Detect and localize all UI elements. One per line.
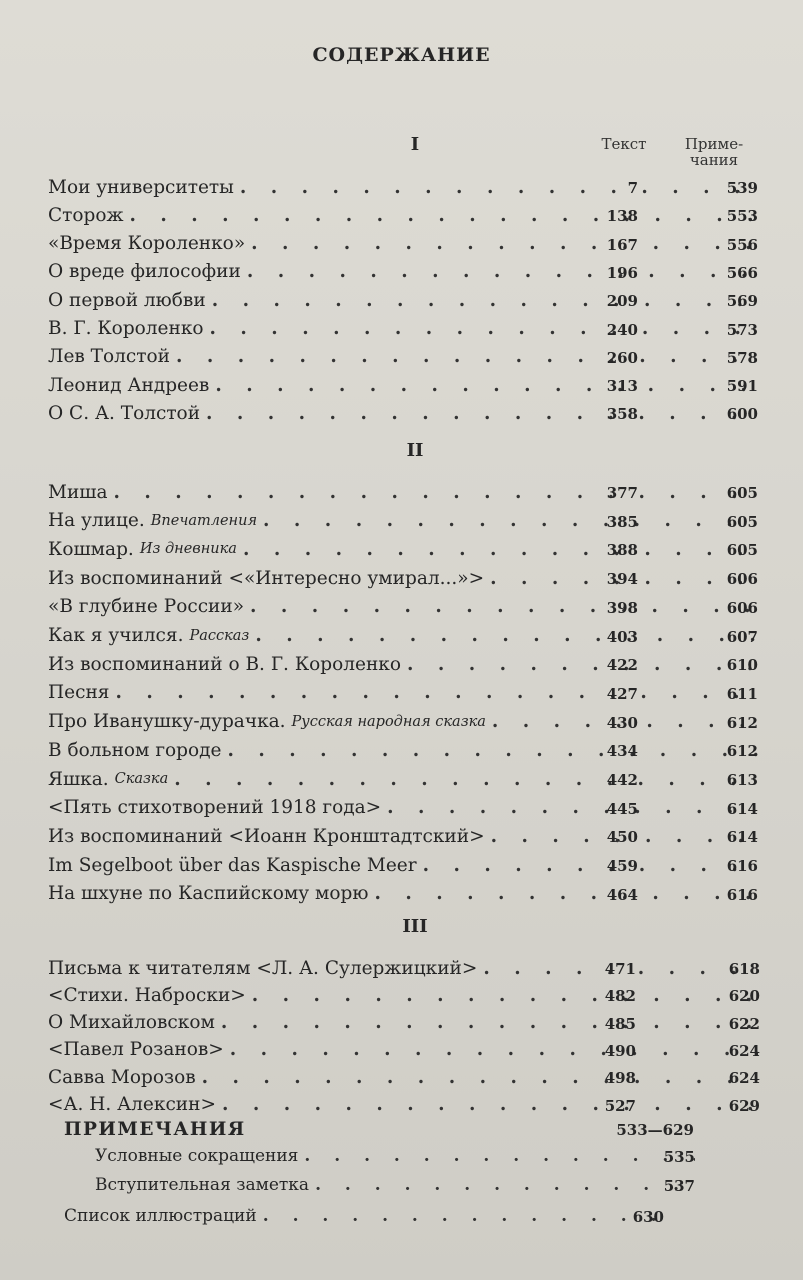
entry-notes-page: 539 — [726, 179, 758, 197]
column-header-notes: Приме-чания — [684, 135, 744, 169]
entry-title: Из воспоминаний о В. Г. Короленко — [48, 653, 401, 675]
toc-entry[interactable] — [48, 736, 758, 764]
entry-title: На шхуне по Каспийскому морю — [48, 883, 369, 905]
entry-notes-page: 616 — [726, 885, 758, 904]
entry-text-page: 498 — [604, 1069, 636, 1088]
entry-title: Вступительная заметка — [95, 1175, 310, 1195]
entry-notes-page: 606 — [726, 598, 758, 617]
toc-entry[interactable] — [48, 399, 758, 427]
leader-dots — [244, 596, 758, 617]
entry-notes-page: 573 — [726, 320, 758, 339]
entry-notes-page: 620 — [728, 987, 760, 1006]
leader-dots — [417, 855, 758, 876]
leader-dots — [309, 1175, 695, 1195]
entry-title: О первой любви — [48, 289, 206, 311]
toc-entry[interactable] — [48, 286, 758, 314]
entry-title: На улице. — [48, 510, 145, 532]
entry-notes-page: 605 — [726, 512, 758, 531]
toc-entry[interactable] — [48, 679, 758, 707]
entry-subtitle: Впечатления — [150, 512, 258, 529]
section-heading: I — [410, 134, 420, 155]
leader-dots — [401, 654, 758, 675]
toc-entry[interactable] — [48, 765, 758, 793]
toc-entry[interactable] — [48, 593, 758, 621]
entry-text-page: 527 — [604, 1096, 636, 1115]
entry-notes-page: 553 — [726, 207, 758, 226]
entry-title: ПРИМЕЧАНИЯ — [64, 1118, 246, 1140]
toc-entry[interactable] — [48, 650, 758, 678]
entry-text-page: 240 — [606, 320, 638, 339]
leader-dots — [168, 769, 758, 790]
toc-entry[interactable] — [48, 822, 758, 850]
entry-notes-page: 610 — [726, 656, 758, 675]
entry-notes-page: 629 — [728, 1096, 760, 1115]
entry-notes-page: 611 — [726, 684, 758, 703]
entry-title: <Стихи. Наброски> — [48, 984, 246, 1006]
toc-entry[interactable] — [48, 507, 758, 535]
toc-entry[interactable] — [48, 954, 758, 982]
entry-text-page: 388 — [606, 541, 638, 560]
entry-text-page: 398 — [606, 598, 638, 617]
leader-dots — [237, 539, 758, 560]
entry-notes-page: 566 — [726, 263, 758, 282]
entry-subtitle: Русская народная сказка — [291, 713, 486, 730]
entry-title: Список иллюстраций — [64, 1206, 257, 1226]
entry-text-page: 459 — [606, 857, 638, 876]
entry-text-page: 138 — [606, 207, 638, 226]
entry-notes-page: 624 — [728, 1069, 760, 1088]
leader-dots — [109, 682, 758, 703]
leader-dots — [298, 1146, 695, 1166]
toc-entry[interactable] — [48, 535, 758, 563]
entry-text-page: 167 — [606, 235, 638, 254]
entry-text-page: 490 — [604, 1041, 636, 1060]
entry-title: Из воспоминаний <Иоанн Кронштадтский> — [48, 825, 485, 847]
leader-dots — [224, 1039, 758, 1060]
section-heading: III — [402, 916, 428, 937]
entry-text-page: 434 — [606, 742, 638, 761]
entry-title: Яшка. — [48, 768, 109, 790]
appendix-subentry[interactable] — [95, 1142, 695, 1170]
toc-entry[interactable] — [48, 981, 758, 1009]
entry-text-page: 422 — [606, 656, 638, 675]
entry-title: Письма к читателям <Л. А. Сулержицкий> — [48, 957, 478, 979]
entry-text-page: 471 — [604, 960, 636, 978]
entry-title: Как я учился. — [48, 625, 184, 646]
entry-page: 535 — [663, 1148, 695, 1166]
entry-title: «Время Короленко» — [48, 233, 246, 255]
entry-text-page: 482 — [604, 987, 636, 1006]
entry-notes-page: 605 — [726, 541, 758, 560]
toc-entry[interactable] — [48, 1063, 758, 1091]
entry-title: <Пять стихотворений 1918 года> — [48, 797, 382, 819]
entry-notes-page: 591 — [726, 377, 758, 396]
leader-dots — [234, 177, 758, 198]
entry-title: Миша — [48, 481, 108, 503]
entry-text-page: 450 — [606, 828, 638, 847]
entry-page: 630 — [632, 1208, 664, 1226]
entry-text-page: 485 — [604, 1014, 636, 1033]
entry-title: <Павел Розанов> — [48, 1039, 224, 1061]
toc-entry[interactable] — [48, 880, 758, 908]
toc-entry[interactable] — [48, 343, 758, 371]
entry-subtitle: Сказка — [114, 771, 169, 787]
toc-entry[interactable] — [48, 851, 758, 879]
entry-text-page: 209 — [606, 292, 638, 311]
leader-dots — [249, 625, 758, 646]
entry-text-page: 196 — [606, 263, 638, 282]
entry-notes-page: 600 — [726, 405, 758, 424]
entry-notes-page: 569 — [726, 292, 758, 311]
toc-entry[interactable] — [48, 1009, 758, 1037]
entry-text-page: 385 — [606, 512, 638, 531]
leader-dots — [206, 290, 758, 311]
leader-dots — [108, 482, 758, 503]
toc-entry[interactable] — [48, 371, 758, 399]
entry-notes-page: 614 — [726, 828, 758, 847]
appendix-entry[interactable] — [64, 1115, 694, 1143]
leader-dots — [257, 510, 758, 531]
illustrations-entry[interactable] — [64, 1202, 664, 1230]
entry-title: <А. Н. Алексин> — [48, 1094, 216, 1115]
column-header-text: Текст — [601, 135, 647, 153]
entry-text-page: 313 — [606, 377, 638, 396]
leader-dots — [200, 403, 758, 424]
entry-notes-page: 616 — [726, 857, 758, 876]
leader-dots — [216, 1094, 758, 1115]
leader-dots — [368, 883, 758, 904]
entry-notes-page: 622 — [728, 1014, 760, 1033]
leader-dots — [170, 346, 758, 367]
entry-title: Из воспоминаний <«Интересно умирал...»> — [48, 567, 485, 589]
entry-title: О С. А. Толстой — [48, 402, 201, 424]
entry-notes-page: 618 — [728, 960, 760, 978]
entry-title: Лев Толстой — [48, 346, 170, 368]
entry-text-page: 464 — [606, 885, 638, 904]
leader-dots — [381, 797, 758, 818]
leader-dots — [209, 375, 758, 396]
entry-notes-page: 605 — [726, 484, 758, 502]
entry-notes-page: 612 — [726, 742, 758, 761]
leader-dots — [245, 233, 758, 254]
toc-entry[interactable] — [48, 564, 758, 592]
entry-title: Условные сокращения — [95, 1146, 299, 1166]
entry-text-page: 260 — [606, 348, 638, 367]
entry-notes-page: 606 — [726, 570, 758, 589]
entry-title: Кошмар. — [48, 538, 134, 560]
entry-title: В. Г. Короленко — [48, 318, 204, 339]
toc-entry[interactable] — [48, 230, 758, 258]
toc-entry[interactable] — [48, 708, 758, 736]
leader-dots — [196, 1067, 758, 1088]
entry-text-page: 430 — [606, 713, 638, 732]
leader-dots — [221, 740, 758, 761]
entry-text-page: 377 — [606, 484, 638, 502]
toc-entry[interactable] — [48, 258, 758, 286]
entry-title: О вреде философии — [48, 261, 241, 283]
entry-title: Im Segelboot über das Kaspische Meer — [48, 854, 417, 876]
entry-subtitle: Рассказ — [189, 627, 250, 644]
entry-title: В больном городе — [48, 739, 222, 761]
appendix-subentry[interactable] — [95, 1171, 695, 1199]
toc-entry[interactable] — [48, 315, 758, 343]
entry-notes-page: 614 — [726, 799, 758, 818]
entry-notes-page: 613 — [726, 771, 758, 789]
entry-text-page: 427 — [606, 684, 638, 703]
entry-text-page: 394 — [606, 570, 638, 589]
entry-title: Леонид Андреев — [48, 374, 210, 396]
entry-title: Савва Морозов — [48, 1066, 196, 1088]
entry-title: Песня — [48, 682, 110, 704]
toc-entry[interactable] — [48, 201, 758, 229]
toc-entry[interactable] — [48, 622, 758, 650]
entry-text-page: 7 — [627, 179, 638, 197]
entry-page: 537 — [663, 1177, 695, 1195]
toc-entry[interactable] — [48, 173, 758, 201]
entry-text-page: 442 — [606, 771, 638, 789]
entry-notes-page: 607 — [726, 627, 758, 646]
entry-notes-page: 556 — [726, 235, 758, 254]
entry-text-page: 358 — [606, 405, 638, 424]
leader-dots — [257, 1206, 664, 1226]
leader-dots — [246, 985, 758, 1006]
entry-title: Про Иванушку-дурачка. — [48, 711, 286, 733]
entry-title: Сторож — [48, 204, 124, 226]
leader-dots — [241, 261, 758, 282]
leader-dots — [204, 318, 758, 339]
entry-text-page: 445 — [606, 799, 638, 818]
toc-entry[interactable] — [48, 478, 758, 506]
leader-dots — [124, 205, 758, 226]
entry-notes-page: 578 — [726, 348, 758, 367]
entry-notes-page: 612 — [726, 713, 758, 732]
entry-subtitle: Из дневника — [139, 541, 237, 558]
entry-title: Мои университеты — [48, 176, 234, 198]
toc-entry[interactable] — [48, 794, 758, 822]
entry-notes-page: 624 — [728, 1041, 760, 1060]
entry-page: 533—629 — [616, 1121, 694, 1139]
section-heading: II — [406, 440, 424, 461]
leader-dots — [215, 1012, 758, 1033]
entry-title: О Михайловском — [48, 1012, 215, 1034]
page-title: СОДЕРЖАНИЕ — [312, 44, 491, 66]
entry-title: «В глубине России» — [48, 596, 245, 618]
entry-text-page: 403 — [606, 627, 638, 646]
toc-entry[interactable] — [48, 1036, 758, 1064]
